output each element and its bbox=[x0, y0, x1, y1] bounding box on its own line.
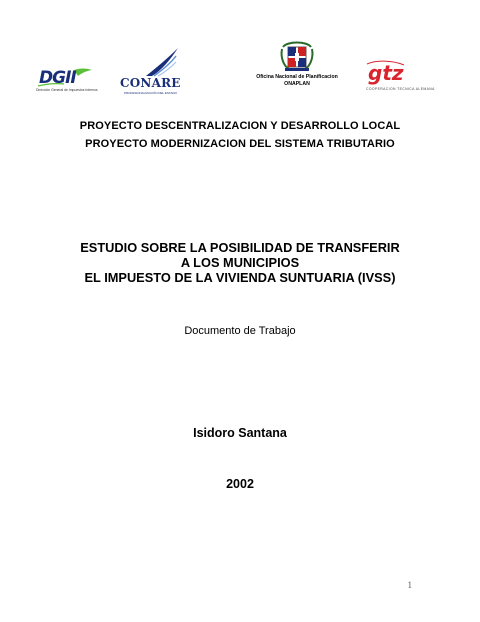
conare-logo-tagline: PROFESIONALIZACIÓN DEL ESTADO bbox=[124, 91, 178, 95]
page-number: 1 bbox=[407, 580, 412, 590]
document-title-line-1: ESTUDIO SOBRE LA POSIBILIDAD DE TRANSFERIR bbox=[80, 240, 400, 255]
conare-logo-text: CONARE bbox=[120, 76, 181, 90]
onaplan-name: Oficina Nacional de Planificacion bbox=[256, 74, 338, 80]
gtz-wordmark bbox=[366, 60, 406, 86]
project-line-1: PROYECTO DESCENTRALIZACION Y DESARROLLO LOCAL bbox=[79, 120, 401, 132]
gtz-logo bbox=[366, 60, 444, 94]
conare-logo bbox=[118, 48, 182, 100]
document-subtitle: Documento de Trabajo bbox=[184, 325, 296, 337]
conare-swoosh-icon bbox=[118, 48, 182, 78]
onaplan-logo bbox=[247, 41, 347, 91]
document-title-line-2: A LOS MUNICIPIOS bbox=[180, 255, 300, 270]
dgii-logo-tagline: Dirección General de Impuestos Internos bbox=[36, 88, 98, 92]
publication-year: 2002 bbox=[226, 477, 254, 491]
author-name: Isidoro Santana bbox=[193, 426, 287, 440]
onaplan-abbr: ONAPLAN bbox=[284, 81, 310, 87]
project-line-2: PROYECTO MODERNIZACION DEL SISTEMA TRIBUTARIO bbox=[85, 138, 395, 150]
gtz-logo-text: gtz bbox=[368, 61, 404, 85]
coat-of-arms-icon bbox=[279, 41, 315, 73]
document-title-line-3: EL IMPUESTO DE LA VIVIENDA SUNTUARIA (IVSS) bbox=[84, 270, 396, 285]
dgii-logo bbox=[36, 66, 98, 96]
dgii-logo-text: DGII bbox=[39, 68, 76, 88]
gtz-logo-tagline: COOPERACION TECNICA ALEMANA bbox=[366, 87, 435, 91]
